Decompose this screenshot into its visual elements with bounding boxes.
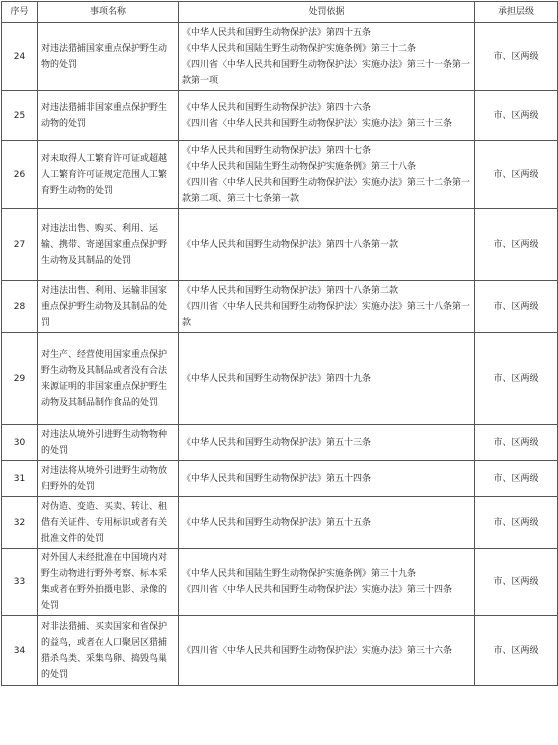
row-number: 29 (2, 333, 38, 425)
table-row (2, 549, 558, 616)
table-row (2, 141, 558, 209)
row-number: 26 (2, 141, 38, 209)
table-row (2, 497, 558, 549)
table-row (2, 425, 558, 461)
responsible-level: 市、区两级 (475, 461, 558, 497)
item-name: 对违法出售、购买、利用、运输、携带、寄递国家重点保护野生动物及其制品的处罚 (38, 209, 179, 281)
row-number: 32 (2, 497, 38, 549)
penalty-basis (179, 209, 475, 281)
law-citation: 《中华人民共和国野生动物保护法》第五十三条 (182, 437, 372, 448)
law-citation: 《中华人民共和国野生动物保护法》第五十四条 (182, 473, 372, 484)
law-citation: 《中华人民共和国野生动物保护法》第四十七条 (182, 145, 372, 156)
penalty-basis (179, 281, 475, 333)
table-row (2, 281, 558, 333)
table-row (2, 461, 558, 497)
row-number: 28 (2, 281, 38, 333)
item-name: 对违法出售、利用、运输非国家重点保护野生动物及其制品的处罚 (38, 281, 179, 333)
item-name: 对违法猎捕国家重点保护野生动物的处罚 (38, 23, 179, 91)
law-citation: 《四川省〈中华人民共和国野生动物保护法〉实施办法》第三十三条 (182, 118, 453, 129)
table-row (2, 23, 558, 91)
item-name: 对未取得人工繁育许可证或超越人工繁育许可证规定范围人工繁育野生动物的处罚 (38, 141, 179, 209)
item-name: 对违法将从境外引进野生动物放归野外的处罚 (38, 461, 179, 497)
penalty-basis (179, 333, 475, 425)
penalty-basis (179, 141, 475, 209)
item-name: 对非法猎捕、买卖国家和省保护的益鸟，或者在人口聚居区猎捕猎杀鸟类、采集鸟卵、捣毁鸟巢的处罚 (38, 616, 179, 686)
penalty-basis (179, 549, 475, 616)
header-num: 序号 (2, 2, 38, 23)
responsible-level: 市、区两级 (475, 281, 558, 333)
responsible-level: 市、区两级 (475, 23, 558, 91)
law-citation: 《四川省〈中华人民共和国野生动物保护法〉实施办法》第三十六条 (182, 645, 453, 656)
penalty-basis (179, 425, 475, 461)
responsible-level: 市、区两级 (475, 333, 558, 425)
law-citation: 《中华人民共和国陆生野生动物保护实施条例》第三十八条 (182, 161, 417, 172)
header-item: 事项名称 (38, 2, 179, 23)
law-citation: 《四川省〈中华人民共和国野生动物保护法〉实施办法》第三十二条第一款第二项、第三十七条第一款 (182, 177, 471, 204)
law-citation: 《四川省〈中华人民共和国野生动物保护法〉实施办法》第三十四条 (182, 585, 453, 595)
responsible-level: 市、区两级 (475, 616, 558, 686)
law-citation: 《四川省〈中华人民共和国野生动物保护法〉实施办法》第三十八条第一款 (182, 301, 471, 328)
responsible-level: 市、区两级 (475, 549, 558, 616)
header-level: 承担层级 (475, 2, 558, 23)
law-citation: 《中华人民共和国野生动物保护法》第五十五条 (182, 517, 372, 528)
responsible-level: 市、区两级 (475, 91, 558, 141)
row-number: 27 (2, 209, 38, 281)
row-number: 24 (2, 23, 38, 91)
row-number: 33 (2, 549, 38, 616)
item-name: 对生产、经营使用国家重点保护野生动物及其制品或者没有合法来源证明的非国家重点保护野生动物及其制品制作食品的处罚 (38, 333, 179, 425)
header-row (2, 2, 558, 23)
row-number: 30 (2, 425, 38, 461)
penalty-basis (179, 23, 475, 91)
row-number: 25 (2, 91, 38, 141)
table-row (2, 209, 558, 281)
responsible-level: 市、区两级 (475, 425, 558, 461)
item-name: 对外国人未经批准在中国境内对野生动物进行野外考察、标本采集或者在野外拍摄电影、录像的处罚 (38, 549, 179, 616)
responsible-level: 市、区两级 (475, 209, 558, 281)
item-name: 对违法从境外引进野生动物物种的处罚 (38, 425, 179, 461)
law-citation: 《中华人民共和国陆生野生动物保护实施条例》第三十九条 (182, 569, 417, 579)
law-citation: 《四川省〈中华人民共和国野生动物保护法〉实施办法》第三十一条第一款第一项 (182, 59, 471, 86)
penalty-basis (179, 616, 475, 686)
law-citation: 《中华人民共和国野生动物保护法》第四十五条 (182, 27, 372, 38)
penalty-basis (179, 91, 475, 141)
law-citation: 《中华人民共和国野生动物保护法》第四十九条 (182, 373, 372, 384)
penalty-table (1, 1, 558, 686)
row-number: 34 (2, 616, 38, 686)
responsible-level: 市、区两级 (475, 141, 558, 209)
table-row (2, 333, 558, 425)
penalty-basis (179, 497, 475, 549)
law-citation: 《中华人民共和国野生动物保护法》第四十八条第一款 (182, 239, 399, 250)
table-row (2, 616, 558, 686)
row-number: 31 (2, 461, 38, 497)
header-basis: 处罚依据 (179, 2, 475, 23)
item-name: 对伪造、变造、买卖、转让、租借有关证件、专用标识或者有关批准文件的处罚 (38, 497, 179, 549)
law-citation: 《中华人民共和国野生动物保护法》第四十六条 (182, 102, 372, 113)
law-citation: 《中华人民共和国陆生野生动物保护实施条例》第三十二条 (182, 43, 417, 54)
table-row (2, 91, 558, 141)
item-name: 对违法猎捕非国家重点保护野生动物的处罚 (38, 91, 179, 141)
responsible-level: 市、区两级 (475, 497, 558, 549)
law-citation: 《中华人民共和国野生动物保护法》第四十八条第二款 (182, 285, 399, 296)
penalty-basis (179, 461, 475, 497)
